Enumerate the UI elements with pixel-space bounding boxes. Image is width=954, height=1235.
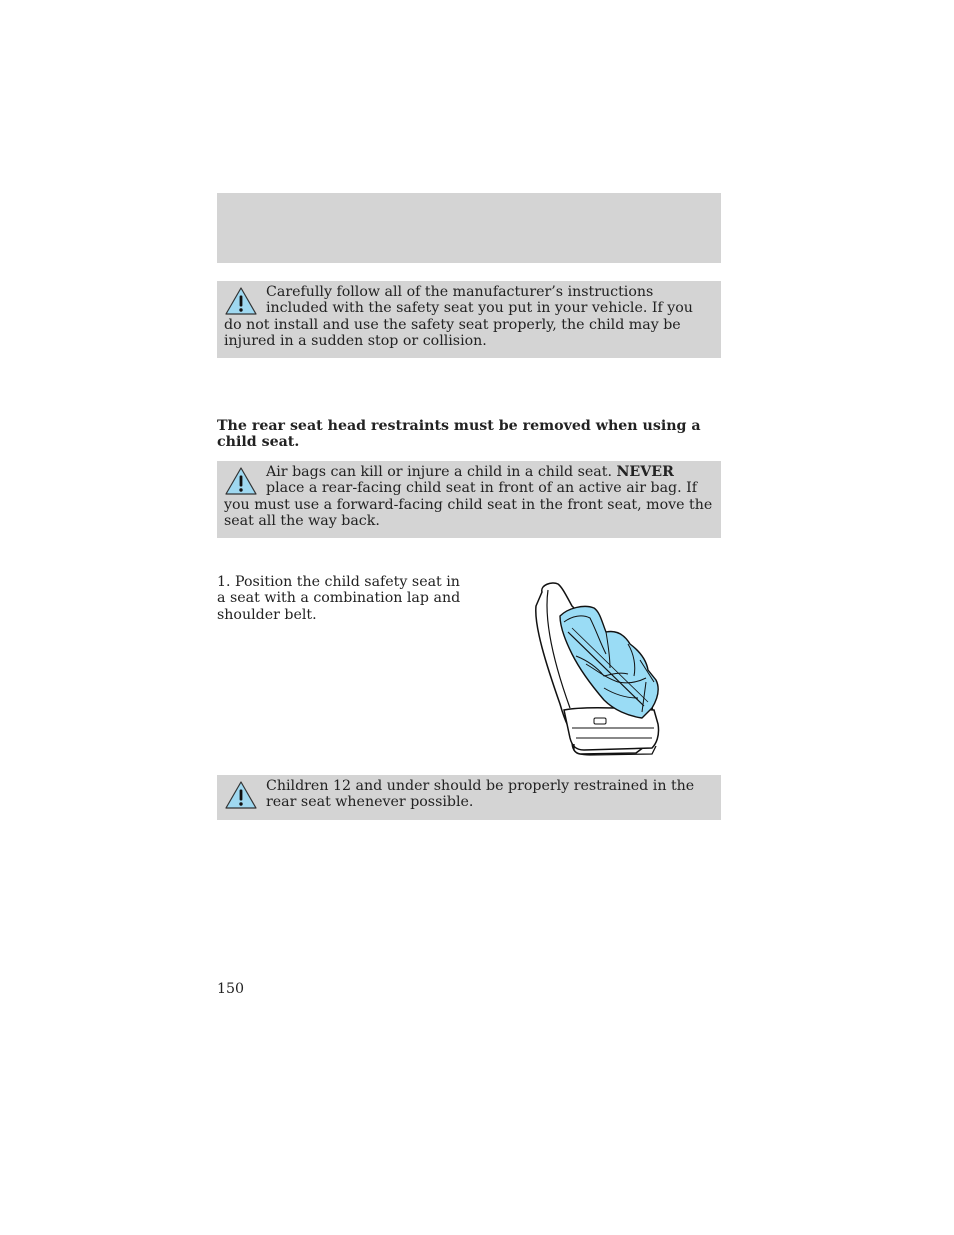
step-1-text: 1. Position the child safety seat in a seat with a combination lap and shoulder belt. — [217, 574, 461, 623]
page-number: 150 — [217, 981, 245, 997]
warning-text-part: Air bags can kill or injure a child in a child seat. — [266, 464, 617, 480]
warning-triangle-icon — [224, 780, 258, 810]
head-restraint-notice: The rear seat head restraints must be removed when using a child seat. — [217, 418, 701, 451]
child-seat-illustration — [524, 578, 674, 758]
section-header-band — [217, 193, 721, 263]
warning-triangle-icon — [224, 286, 258, 316]
warning-text-part: place a rear-facing child seat in front of an active air bag. If you must use a forward-facing child seat in the front seat, move the seat all the way back. — [224, 480, 713, 530]
warning-text — [224, 464, 714, 530]
warning-box — [217, 281, 721, 358]
warning-box — [217, 461, 721, 538]
warning-text: Carefully follow all of the manufacturer’s instructions included with the safety seat you put in your vehicle. If you do not install and use the safety seat properly, the child may be injured in a sudden stop or collision. — [224, 284, 693, 350]
warning-triangle-icon — [224, 466, 258, 496]
warning-emphasis: NEVER — [616, 464, 674, 480]
warning-box — [217, 775, 721, 820]
warning-text: Children 12 and under should be properly restrained in the rear seat whenever possible. — [266, 778, 695, 811]
